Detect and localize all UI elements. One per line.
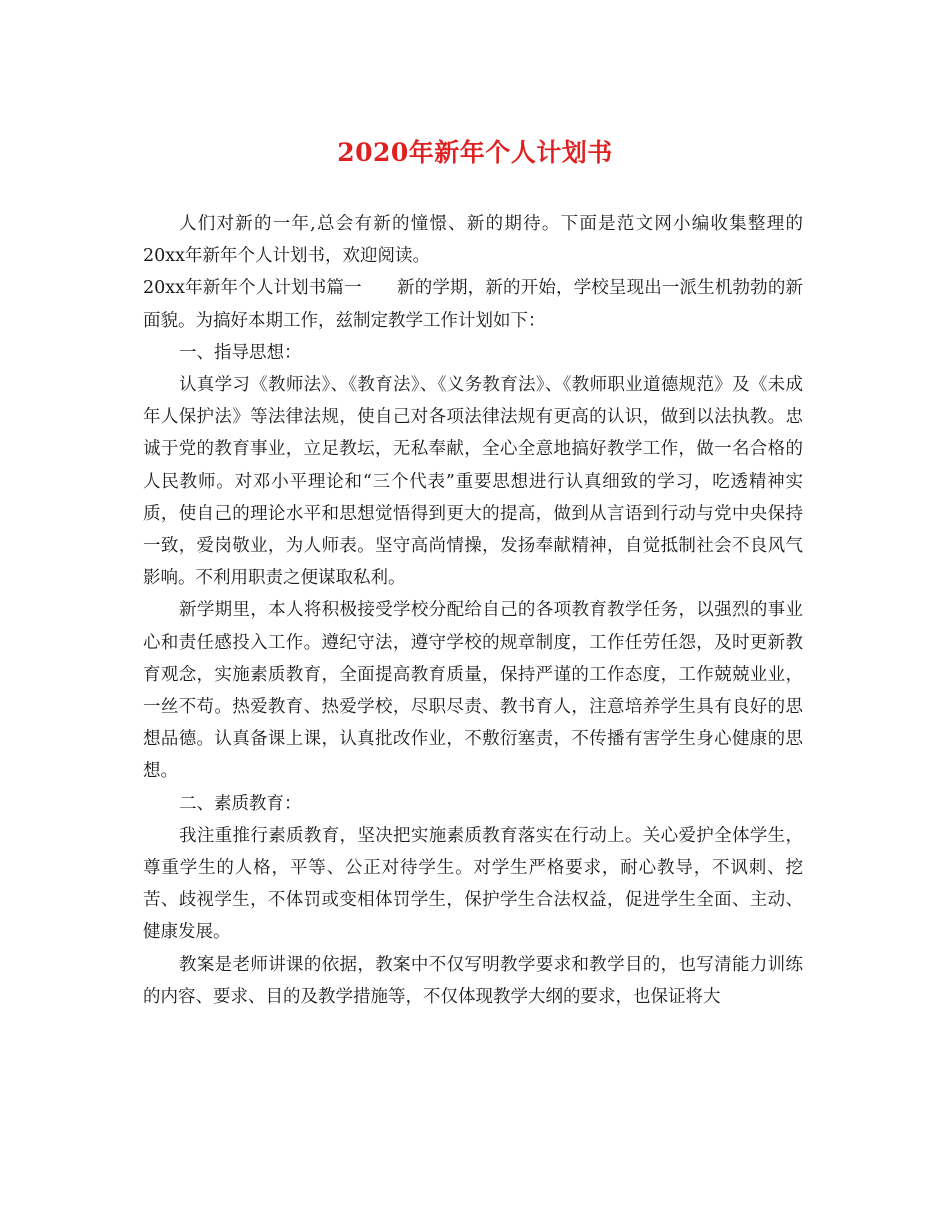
section-heading: 一、指导思想： <box>179 342 302 363</box>
paragraph: 认真学习《教师法》、《教育法》、《义务教育法》、《教师职业道德规范》及《未成年人保护法》等法律法规，使自己对各项法律法规有更高的认识，做到以法执教。忠诚于党的教育事业，立足教坛，无私奉献，全心全意地搞好教学工作，做一名合格的人民教师。对邓小平理论和“三个代表”重要思想进行认真细致的学习，吃透精神实质，使自己的理论水平和思想觉悟得到更大的提高，做到从言语到行动与党中央保持一致，爱岗敬业，为人师表。坚守高尚情操，发扬奉献精神，自觉抵制社会不良风气影响。不利用职责之便谋取私利。 <box>143 375 803 589</box>
paragraph: 人们对新的一年,总会有新的憧憬、新的期待。下面是范文网小编收集整理的20xx年新年个人计划书，欢迎阅读。 <box>143 214 803 267</box>
paragraph: 我注重推行素质教育，坚决把实施素质教育落实在行动上。关心爱护全体学生，尊重学生的人格，平等、公正对待学生。对学生严格要求，耐心教导，不讽刺、挖苦、歧视学生，不体罚或变相体罚学生，保护学生合法权益，促进学生全面、主动、健康发展。 <box>143 825 803 943</box>
document-title: 2020年新年个人计划书 <box>337 138 613 167</box>
paragraph: 20xx年新年个人计划书篇一 新的学期，新的开始，学校呈现出一派生机勃勃的新面貌。为搞好本期工作，兹制定教学工作计划如下： <box>143 278 803 331</box>
paragraph: 教案是老师讲课的依据，教案中不仅写明教学要求和教学目的，也写清能力训练的内容、要求、目的及教学措施等，不仅体现教学大纲的要求，也保证将大 <box>143 954 803 1007</box>
section-heading: 二、素质教育： <box>179 793 302 814</box>
paragraph: 新学期里，本人将积极接受学校分配给自己的各项教育教学任务，以强烈的事业心和责任感投入工作。遵纪守法，遵守学校的规章制度，工作任劳任怨，及时更新教育观念，实施素质教育，全面提高教育质量，保持严谨的工作态度，工作兢兢业业，一丝不苟。热爱教育、热爱学校，尽职尽责、教书育人，注意培养学生具有良好的思想品德。认真备课上课，认真批改作业，不敷衍塞责，不传播有害学生身心健康的思想。 <box>143 600 803 782</box>
document-body <box>143 208 803 1013</box>
